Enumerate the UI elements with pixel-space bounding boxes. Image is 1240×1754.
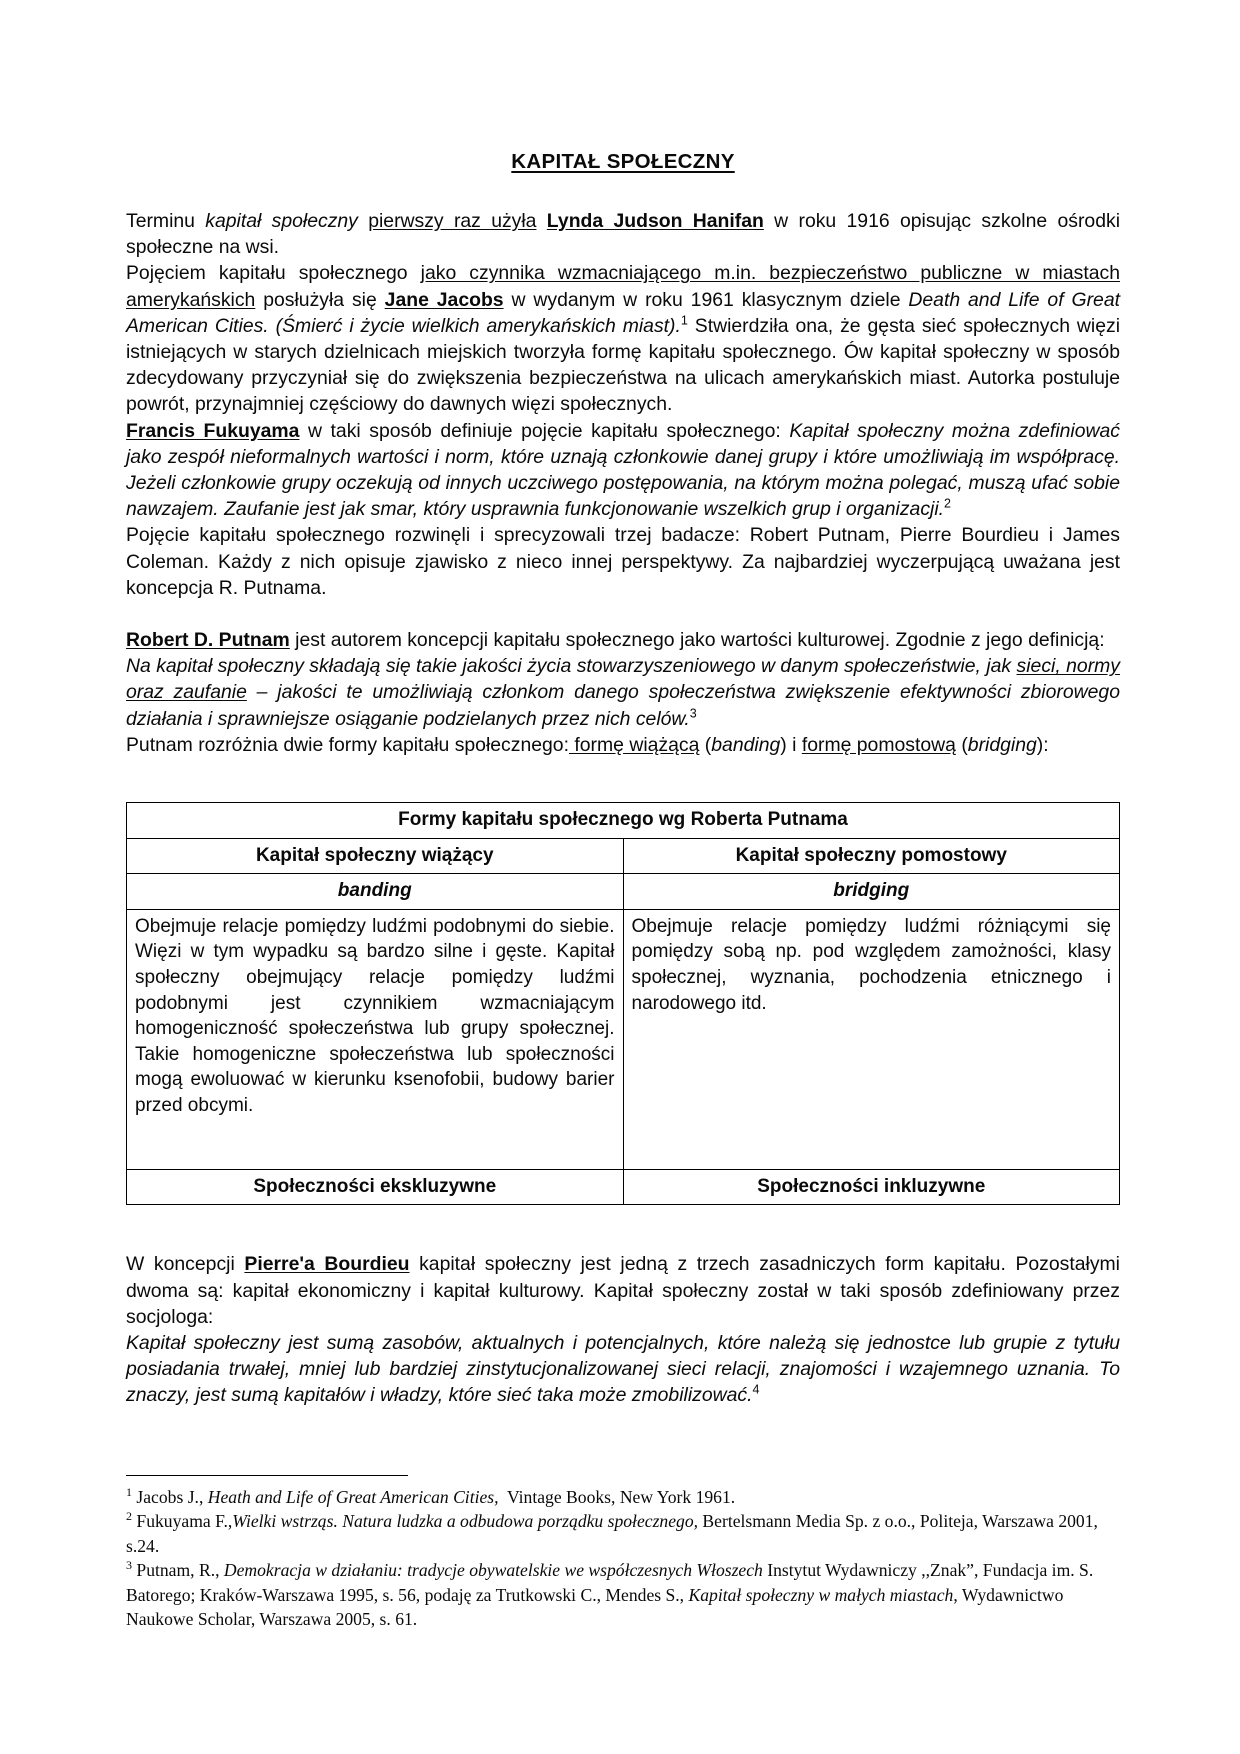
footnotes-section (126, 1475, 1120, 1632)
footnote-separator (126, 1475, 408, 1476)
paragraph-hanifan (126, 208, 1120, 260)
footnote-item-1 (126, 1485, 1120, 1510)
emph-jako-czynnika: jako czynnika wzmacniającego m.in. bezpieczeństwo publiczne w miastach amerykańskich (126, 262, 1120, 311)
table-row-headers (127, 838, 1120, 874)
quote-fukuyama: Kapitał społeczny można zdefiniować jako zespół nieformalnych wartości i norm, które uznają członkowie danej grupy i które umożliwiają im współpracę. Jeżeli członkowie grupy oczekują od innych uczciwego postępowania, na którym można polegać, muszą ufać sobie nawzajem. Zaufanie jest jak smar, który usprawnia funkcjonowanie wszelkich grup i organizacji. (126, 419, 1120, 521)
term-forme-wiazaca: formę wiążącą (568, 733, 700, 756)
footnote-marker-2: 2 (126, 1509, 132, 1524)
term-kapital-spoleczny: kapitał społeczny (205, 210, 358, 232)
table-caption: Formy kapitału społecznego wg Roberta Putnama (127, 803, 1120, 839)
footnote-ref-3[interactable]: 3 (689, 706, 697, 721)
text-run: ( (699, 733, 712, 756)
emph-pierwszy-raz-uzyla: pierwszy raz użyła (368, 210, 537, 232)
text-run: W koncepcji (126, 1253, 245, 1276)
title-death-and-life: Death and Life of Great American Cities. (Śmierć i życie wielkich amerykańskich miast). (126, 288, 1120, 337)
name-pierre-bourdieu: Pierre'a Bourdieu (244, 1253, 410, 1276)
table-footer-inclusive: Społeczności inkluzywne (623, 1169, 1120, 1205)
paragraph-fukuyama (126, 418, 1120, 523)
footnote-ref-1[interactable]: 1 (680, 313, 688, 328)
text-run: Terminu (126, 210, 206, 232)
term-forme-pomostowa: formę pomostową (801, 733, 956, 756)
text-run: Pojęciem kapitału społecznego (126, 262, 421, 285)
quote-bourdieu: Kapitał społeczny jest sumą zasobów, aktualnych i potencjalnych, które należą się jednostce lub grupie z tytułu posiadania trwałej, mniej lub bardziej zinstytucjonalizowanej sieci relacji, znajomości i wzajemnego uznania. To znaczy, jest sumą kapitałów i władzy, które sieć taka może zmobilizować. (126, 1332, 1120, 1407)
paragraph-bourdieu (126, 1251, 1120, 1330)
table-cell-banding-description: Obejmuje relacje pomiędzy ludźmi podobnymi do siebie. Więzi w tym wypadku są bardzo silne i gęste. Kapitał społeczny obejmujący relacje pomiędzy ludźmi podobnymi jest czynnikiem wzmacniającym homogeniczność społeczeństwa lub grupy społecznej. Takie homogeniczne społeczeństwa lub społeczności mogą ewoluować w kierunku ksenofobii, budowy barier przed obcymi. (127, 909, 624, 1169)
spacer (126, 601, 1120, 627)
paragraph-putnam-intro (126, 627, 1120, 653)
paragraph-jacobs (126, 260, 1120, 417)
footnote-text: Putnam, R., Demokracja w działaniu: tradycje obywatelskie we współczesnych Włoszech Instytut Wydawniczy ,,Znak”, Fundacja im. S. Batorego; Kraków-Warszawa 1995, s. 56, podaję za Trutkowski C., Mendes S., Kapitał społeczny w małych miastach, Wydawnictwo Naukowe Scholar, Warszawa 2005, s. 61. (126, 1560, 1094, 1630)
table-forms-of-social-capital (126, 802, 1120, 1205)
text-run: w wydanym w roku 1961 klasycznym dziele (503, 288, 909, 311)
text-run: w roku 1916 opisując szkolne ośrodki społeczne na wsi. (126, 210, 1121, 259)
name-jane-jacobs: Jane Jacobs (384, 288, 504, 311)
footnote-marker-3: 3 (126, 1558, 132, 1573)
table-row-caption (127, 803, 1120, 839)
paragraph-three-researchers: Pojęcie kapitału społecznego rozwinęli i sprecyzowali trzej badacze: Robert Putnam, Pierre Bourdieu i James Coleman. Każdy z nich opisuje zjawisko z nieco innej perspektywy. Za najbardziej wyczerpującą uważana jest koncepcja R. Putnama. (126, 524, 1120, 599)
table-footer-exclusive: Społeczności ekskluzywne (127, 1169, 624, 1205)
table-subheader-bridging: bridging (623, 874, 1120, 910)
name-francis-fukuyama: Francis Fukuyama (126, 419, 300, 442)
footnote-marker-1: 1 (126, 1484, 132, 1499)
quote-putnam-part1: Na kapitał społeczny składają się takie jakości życia stowarzyszeniowego w danym społeczeństwie, jak (126, 655, 1017, 678)
table-header-bridging: Kapitał społeczny pomostowy (623, 838, 1120, 874)
footnote-ref-4[interactable]: 4 (752, 1382, 760, 1397)
term-banding: banding (711, 733, 781, 756)
text-run: kapitał społeczny jest jedną z trzech zasadniczych form kapitału. Pozostałymi dwoma są: kapitał ekonomiczny i kapitał kulturowy. Kapitał społeczny został w taki sposób zdefiniowany przez socjologa: (126, 1253, 1120, 1328)
text-run: w taki sposób definiuje pojęcie kapitału społecznego: (299, 419, 790, 442)
table-row-footers (127, 1169, 1120, 1205)
emph-sieci-normy-zaufanie: sieci, normy oraz zaufanie (126, 655, 1120, 704)
spacer (126, 1205, 1120, 1251)
table-cell-bridging-description: Obejmuje relacje pomiędzy ludźmi różniącymi się pomiędzy sobą np. pod względem zamożności, klasy społecznej, wyznania, pochodzenia etnicznego i narodowego itd. (623, 909, 1120, 1169)
paragraph-putnam-quote (126, 653, 1120, 732)
text-run: Putnam rozróżnia dwie formy kapitału społecznego: (126, 733, 569, 756)
text-run (536, 210, 546, 232)
text-run: ): (1036, 733, 1049, 756)
text-run (358, 210, 368, 232)
text-run: jest autorem koncepcji kapitału społecznego jako wartości kulturowej. Zgodnie z jego definicją: (289, 629, 1105, 652)
footnote-text: Fukuyama F.,Wielki wstrząs. Natura ludzka a odbudowa porządku społecznego, Bertelsmann Media Sp. z o.o., Politeja, Warszawa 2001, s.24. (126, 1511, 1098, 1556)
footnote-item-3 (126, 1558, 1120, 1632)
table-row-subheaders (127, 874, 1120, 910)
page-title: KAPITAŁ SPOŁECZNY (511, 150, 735, 173)
name-robert-d-putnam: Robert D. Putnam (126, 629, 290, 652)
text-run: Stwierdziła ona, że gęsta sieć społecznych więzi istniejących w starych dzielnicach miejskich tworzyła formę kapitału społecznego. Ów kapitał społeczny w sposób zdecydowany przyczyniał się do zwiększenia bezpieczeństwa na ulicach amerykańskich miast. Autorka postuluje powrót, przynajmniej częściowy do dawnych więzi społecznych. (126, 314, 1120, 416)
term-bridging: bridging (967, 733, 1037, 756)
text-run: ( (955, 733, 968, 756)
quote-putnam-part2: – jakości te umożliwiają członkom danego społeczeństwa zwiększenie efektywności zbiorowego działania i sprawniejsze osiąganie podzielanych przez nich celów. (126, 681, 1120, 730)
table-row-body (127, 909, 1120, 1169)
text-run: posłużyła się (255, 288, 385, 311)
name-lynda-judson-hanifan: Lynda Judson Hanifan (546, 210, 764, 232)
paragraph-bourdieu-quote (126, 1330, 1120, 1409)
footnote-item-2 (126, 1509, 1120, 1558)
table-subheader-banding: banding (127, 874, 624, 910)
footnote-text: Jacobs J., Heath and Life of Great American Cities, Vintage Books, New York 1961. (136, 1486, 736, 1507)
text-run: ) i (780, 733, 802, 756)
table-header-bonding: Kapitał społeczny wiążący (127, 838, 624, 874)
paragraph-two-forms (126, 732, 1120, 758)
footnote-ref-2[interactable]: 2 (944, 496, 951, 511)
